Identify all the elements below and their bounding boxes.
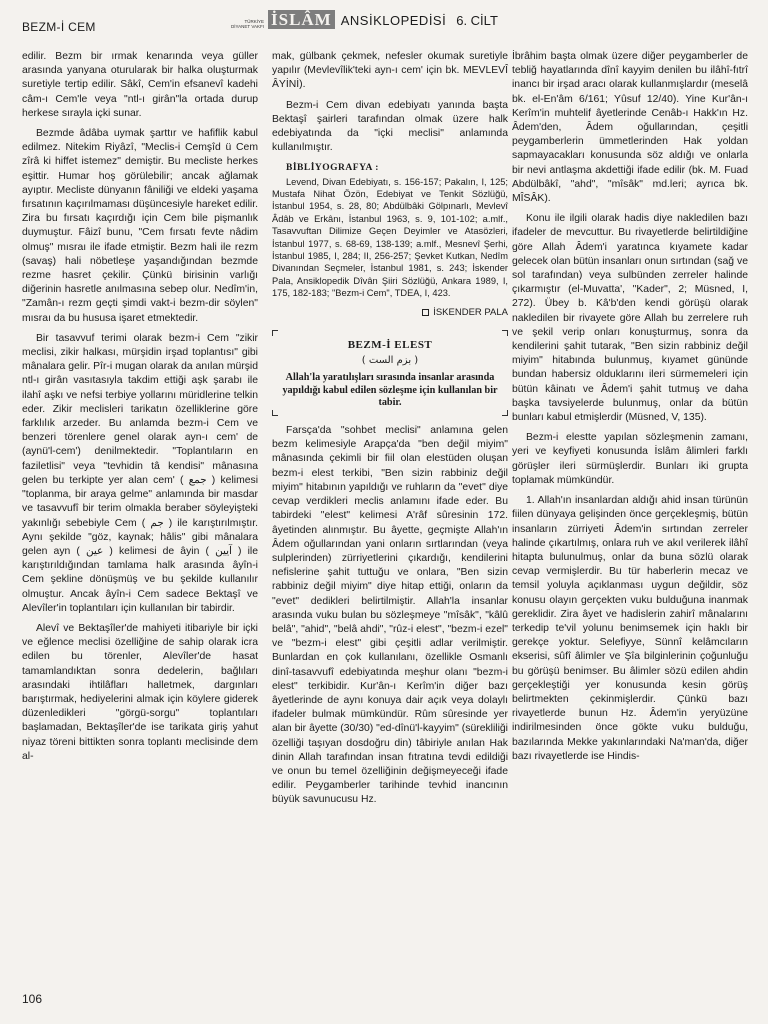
entry-heading-box bbox=[272, 330, 508, 416]
bibliography-text: Levend, Divan Edebiyatı, s. 156-157; Pakalın, I, 125; Mustafa Nihat Özön, Edebiyat ve Tenkit Sözlüğü, İstanbul 1954, s. 28, 80; Abdülbâki Gölpınarlı, Mevlevî Âdâb ve Erkânı, İstanbul 1963, s. 9, 101-102; a.mlf., Tasavvuftan Dilimize Geçen Deyimler ve Atasözleri, İstanbul 1977, s. 68-69, 138-139; a.mlf., Mesnevî Şerhi, İstanbul 1985, I, 284; II, 256-257; Şevket Kutkan, Nedîm Divanından Seçmeler, İstanbul 1981, s. 243; İskender Pala, Ansiklopedik Dîvân Şiiri Sözlüğü, Ankara 1989, I, 175, 182-183; "Bezm-i Cem", TDEA, I, 423. bbox=[272, 176, 508, 299]
volume-label: 6. CİLT bbox=[456, 13, 498, 28]
paragraph: edilir. Bezm bir ırmak kenarında veya güller arasında yanyana oturularak bir halka oluşturmak suretiyle tertip edilir. Sâkî, Cem'in efsanevî kadehi câm-ı Cem'le veya "ntl-ı girân"la ortada durup herkese sırayla içki sunar. bbox=[22, 51, 258, 119]
masthead-title: ANSİKLOPEDİSİ bbox=[340, 13, 447, 28]
paragraph: Farsça'da "sohbet meclisi" anlamına gelen bezm kelimesiyle Arapça'da "ben değil miyim" mânasında çekimli bir fiil olan elestüden oluşan bezm-i elest terkibi, "Ben sizin rabbiniz değil miyim" hitabının yapıldığı ve ruhların da "evet" diye cevap verdikleri meclis anlamını ifade eder. Bu tabirdeki "elest" kelimesi A'râf sûresinin 172. âyetinden alınmıştır. Bu âyette, geçmişte Allah'ın Âdem oğullarından yani onların sırtlarından (veya sulplerinden) zürriyetlerini çıkardığı, kendilerini nefislerine şahit tuttuğu ve onlara, "Ben sizin rabbiniz değil miyim" diye hitap ettiği, onların da "evet" dedikleri belirtilmiştir. Allah'la insanlar arasında vuku bulan bu sözleşmeye "mîsâk", "kâlû belâ", "ahid", "belâ ahdi", "rûz-i elest", "bezm-i ezel" ve "bezm-i elest" gibi çeşitli adlar verilmiştir. Bunlardan en çok kullanılanı, özellikle Osmanlı dinî-tasavvufî edebiyatında meşhur olanı "bezm-i elest" terkibidir. Kur'ân-ı Kerîm'in diğer bazı âyetlerinde de aynı konuya dair açık veya dolaylı ifadeler bulmak mümkündür. Rûm sûresinde yer alan bir âyette (30/30) "ed-dînü'l-kayyim" (sürekliliği özelliği taşıyan dosdoğru din) tâbiriyle anılan Hak dinin Allah tarafından insan fıtratına tevdi edildiği ve onun bu temel özelliğinin değişmeyeceği ifade edilir. Peygamberler tarihinde tevhid inancının büyük savunucusu Hz. bbox=[272, 425, 508, 806]
encyclopedia-masthead bbox=[230, 10, 498, 29]
column-right bbox=[512, 50, 748, 770]
entry-title: BEZM-İ ELEST bbox=[347, 338, 433, 351]
paragraph: Bezmde âdâba uymak şarttır ve hafiflik kabul edilmez. Nitekim Riyâzî, "Meclis-i Cemşîd ü Cem zîrâ ki hiffet istemez" demiştir. Bu mecliste herkes eşittir. Humar hoş görülebilir; ancak ağlamak ayıptır. Mecliste dünyanın fâniliği ve eldeki yaşama fırsatının kaçırılmaması düşüncesiyle hareket edilir. Zira bu fırsatı kaçırdığı için Cem bile pişmanlık duymuştur. Fâizî bunu, "Cem fırsatı fevte nâdim olmuş" mısraı ile ifade etmiştir. Bezm hali ile rezm (savaş) hali nöbetleşe yaşandığından bezmde rezme hasret çekilir. Çünkü birisinin varlığı diğerinin hasretle anılmasına sebep olur. Nedîm'in, "Zamân-ı rezm geçti şimdi vakt-i bezm-dir söylen" mısraı da bu hususa işaret etmektedir. bbox=[22, 128, 258, 324]
author-name: İSKENDER PALA bbox=[433, 306, 508, 318]
entry-definition: Allah'la yaratılışları sırasında insanlar arasında yapıldığı kabul edilen sözleşme için kullanılan bir tabir. bbox=[282, 372, 498, 409]
paragraph: Alevî ve Bektaşîler'de mahiyeti itibariyle bir içki ve eğlence meclisi özelliğine de sahip olarak icra edilen bu törenler, Alevîler'de hasat tamamlandıktan sonra dedelerin, bağlıları arasındaki ihtilâfları halletmek, dargınları barıştırmak, hediyelerini almak için köylere giderek düzenledikleri "görgü-sorgu" toplantıları başlamadan, Bektaşîler'de ise tarikata giriş yahut niyaz töreni bittikten sonra toplantı meclisinde dem al- bbox=[22, 622, 258, 762]
corner-mark bbox=[272, 410, 278, 416]
column-middle bbox=[272, 50, 508, 814]
page-header bbox=[0, 0, 768, 46]
corner-mark bbox=[502, 410, 508, 416]
paragraph: Bir tasavvuf terimi olarak bezm-i Cem "zikir meclisi, zikir halkası, mürşidin irşad toplantısı" gibi mânalara gelir. Pîr-i mugan olarak da anılan mürşid ntl-ı girân vasıtasıyla takdim ettiği aşk şarabı ile ilahî aşkı ve nefsi terbiye yollarını müridlerine telkin eder. Zikir meclisleri tarikatın özelliklerine göre farklılık arzeder. Bu anlamda bezm-i Cem ve benzeri törenlere genel olarak ayn-ı cem' de (aynü'l-cem') denilmektedir. "Toplantıların en faziletlisi" veya "tevhidin tâ kendisi" mânasına gelen bu terkipte yer alan cem' ( جمع ) kelimesi "toplanma, bir araya gelme" anlamında bir masdar ve tasavvufî bir terim olmakla beraber söyleyişteki yakınlığı sebebiyle Cem ( جم ) ile karıştırılmıştır. Aynı şekilde "göz, kaynak; hâlis" gibi mânalara gelen ayn ( عين ) kelimesi de âyin ( آيين ) ile karıştırıldığından tamlama halk arasında âyîn-i Cem şekline dönüşmüş ve bu şekilde kullanılır olmuştur. Ancak âyîn-i Cem sadece Bektaşî ve Alevîler'in toplantıları için kullanılan bir tabirdir. bbox=[22, 332, 259, 614]
publisher-label: TÜRKİYE DİYANET VAKFI bbox=[230, 19, 264, 29]
running-head: BEZM-İ CEM bbox=[22, 20, 96, 34]
paragraph: Bezm-i Cem divan edebiyatı yanında başta Bektaşî şairleri tarafından olmak üzere halk edebiyatında da "içki meclisi" anlamında kullanılmıştır. bbox=[272, 99, 508, 154]
paragraph: Konu ile ilgili olarak hadis diye nakledilen bazı ifadeler de mevcuttur. Bu rivayetlerde belirtildiğine göre Allah Âdem'i yaratınca kıyamete kadar gelecek olan bütün insanları onun sırtından (sağ ve sol tarafından) veya sulbünden zerreler halinde çıkarmıştır (el-Muvatta', "Kader", 2; Müsned, I, 272). Übey b. Kâ'b'den kendi görüşü olarak nakledilen bir rivayete göre Allah bu zerrelere ruh ve şekil verip onları konuşturmuş, sonra da kendilerini şahit tutarak, "Ben sizin rabbiniz değil miyim" hitabında bulunmuş, kıyamet gününde bundan habersiz olduklarını ileri sürmemeleri için bütün kâinatı ve Âdem'i şahit tutmuş ve daha başka tavsiyelerde bulunmuş, onlar da bütün bunları kabul etmişlerdir (Müsned, V, 135). bbox=[512, 213, 748, 424]
article-author bbox=[272, 306, 508, 320]
entry-arabic-title: ( بزم الست ) bbox=[361, 355, 419, 367]
paragraph: İbrâhim başta olmak üzere diğer peygamberler de tebliğ hayatlarında dînî kayyim denilen bu ilâhî-fıtrî inancı bir irşad aracı olarak kullanmışlardır (meselâ bk. el-En'âm 6/161; Yûsuf 12/40). Yine Kur'ân-ı Kerîm'in muhtelif âyetlerinde Cenâb-ı Hakk'ın Hz. Âdem'den, Âdem oğullarından, çeşitli peygamberlerin ümmetlerinden Hak yoldan sapmayacakları konusunda söz aldığı ve onlarla bir nevi antlaşma akdettiği ifade edilir (bk. M. Fuad Abdülbâkî, "ahd", "mîsâk" md.leri; ayrıca bk. MÎSÂK). bbox=[512, 51, 748, 205]
corner-mark bbox=[272, 330, 278, 336]
paragraph: 1. Allah'ın insanlardan aldığı ahid insan türünün fiilen dünyaya gelişinden önce gerçekleşmiş, bütün insanların zürriyeti Âdem'in sırtından zerreler halinde çıkartılmış, onlara ruh ve akıl verilerek ilâhî hitapta bulunulmuş, onlar da buna sözlü olarak cevap vermişlerdir. Bu tür haberlerin mecaz ve temsil yoluyla açıklanması uygun değildir, söz konusu olayın gerçekten vuku bulduğuna inanmak gereklidir. Zira âyet ve hadislerin zahirî mânalarını terkedip te'vil yolunu benimsemek için haklı bir gerekçe yoktur. Selefiyye, Sünnî kelâmcıların ekserisi, sûfî âlimler ve Şîa bilginlerinin çoğunluğu bu görüşü benimser. Bu âlimler sözü edilen ahdin gerçekleştiği yer konusunda kesin görüş belirtmekten çekinmişlerdir. Çünkü bazı rivayetlerde bunun Hz. Âdem'in yeryüzüne indirilmesinden önce gökte vuku bulduğu, bazılarında Mekke yakınlarındaki Na'man'da, diğer bazı rivayetlerde ise Hindis- bbox=[512, 495, 748, 762]
bibliography-heading: BİBLİYOGRAFYA : bbox=[286, 163, 379, 174]
paragraph: mak, gülbank çekmek, nefesler okumak suretiyle yapılır (Mevlevîlik'teki ayn-ı cem' için bk. MEVLEVÎ ÂYİNİ). bbox=[272, 51, 508, 91]
author-square-icon bbox=[422, 309, 429, 316]
islam-logo: İSLÂM bbox=[268, 10, 335, 29]
paragraph: Bezm-i elestte yapılan sözleşmenin zamanı, yeri ve keyfiyeti konusunda İslâm âlimleri farklı görüşler ileri sürmüşlerdir. Bunları iki grupta toplamak mümkündür. bbox=[512, 432, 748, 486]
corner-mark bbox=[502, 330, 508, 336]
column-left bbox=[22, 50, 258, 770]
page-number: 106 bbox=[22, 992, 43, 1006]
